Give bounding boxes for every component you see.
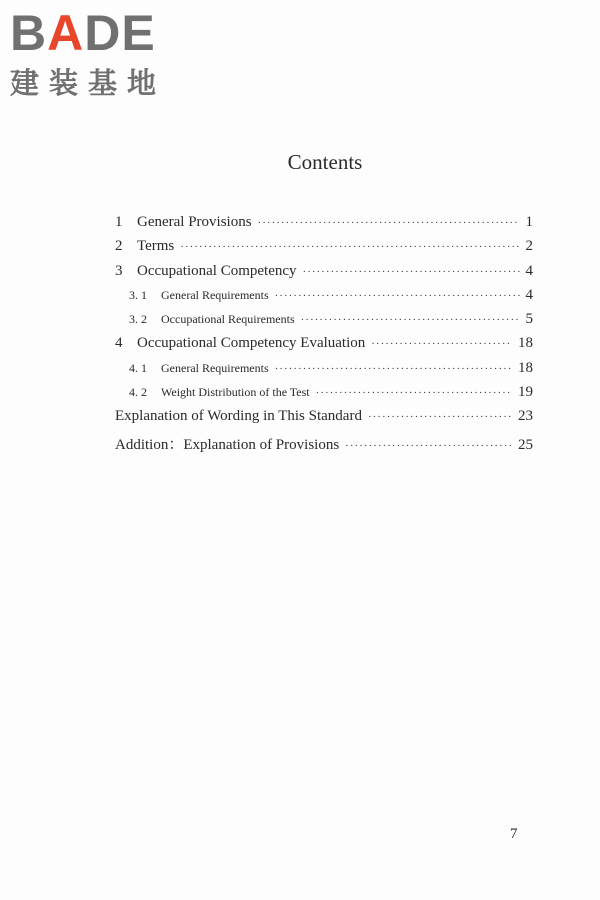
toc-entry-page: 2: [525, 238, 533, 255]
toc-entry-number: 1: [115, 214, 123, 230]
toc-entry[interactable]: [115, 238, 533, 262]
toc-entry-title: Explanation of Wording in This Standard: [115, 408, 362, 425]
toc-entry-page: 18: [518, 359, 533, 376]
toc-entry-page: 1: [525, 214, 533, 230]
toc-entry-number: 4. 1: [129, 360, 147, 375]
toc-entry-title: Occupational Competency: [137, 262, 297, 279]
toc-entry[interactable]: [115, 335, 533, 359]
toc-leader-dots: [368, 411, 512, 423]
toc-entry-number: 2: [115, 238, 123, 255]
toc-entry-title: General Requirements: [161, 360, 269, 375]
toc-entry[interactable]: [115, 408, 533, 432]
toc-entry-page: 4: [525, 286, 533, 303]
toc-leader-dots: [303, 266, 520, 278]
toc-entry-number: 3. 1: [129, 287, 147, 302]
toc-entry[interactable]: [115, 433, 533, 457]
toc-entry[interactable]: [115, 384, 533, 408]
page-number: 7: [510, 826, 518, 842]
logo-wordmark: BADE: [10, 5, 156, 61]
toc-entry-number: 4: [115, 335, 123, 352]
bade-logo: [10, 5, 180, 100]
toc-entry-page: 4: [525, 262, 533, 279]
toc-entry-title: General Provisions: [137, 214, 252, 230]
toc-entry-page: 18: [518, 335, 533, 352]
toc-entry-page: 25: [518, 436, 533, 453]
toc-leader-dots: [275, 290, 520, 302]
toc-leader-dots: [301, 314, 520, 326]
toc-leader-dots: [180, 241, 519, 253]
toc-entry[interactable]: [115, 214, 533, 238]
toc-entry-title: Weight Distribution of the Test: [161, 385, 310, 400]
toc-entry-page: 23: [518, 408, 533, 425]
toc-entry-number: 3: [115, 262, 123, 279]
page-title: Contents: [287, 150, 363, 174]
toc-leader-dots: [345, 440, 512, 452]
toc-leader-dots: [275, 363, 512, 375]
toc-entry-title: Terms: [137, 238, 175, 255]
toc-leader-dots: [371, 338, 512, 350]
toc-entry-title: Addition：Explanation of Provisions: [115, 436, 340, 453]
toc-entry-number: 3. 2: [129, 312, 147, 327]
toc-entry-title: Occupational Competency Evaluation: [137, 335, 366, 352]
toc-entry[interactable]: [115, 263, 533, 287]
toc-entry-number: 4. 2: [129, 385, 147, 400]
toc-entry[interactable]: [115, 287, 533, 311]
toc-entry-page: 5: [525, 311, 533, 328]
toc-leader-dots: [316, 387, 512, 399]
toc-leader-dots: [258, 217, 520, 229]
toc-entry-page: 19: [518, 384, 533, 401]
logo-chinese-text: 建装基地: [10, 66, 167, 100]
toc-entry-title: General Requirements: [161, 287, 269, 302]
table-of-contents: [115, 214, 533, 457]
toc-entry[interactable]: [115, 311, 533, 335]
toc-entry-title: Occupational Requirements: [161, 312, 295, 327]
toc-entry[interactable]: [115, 360, 533, 384]
